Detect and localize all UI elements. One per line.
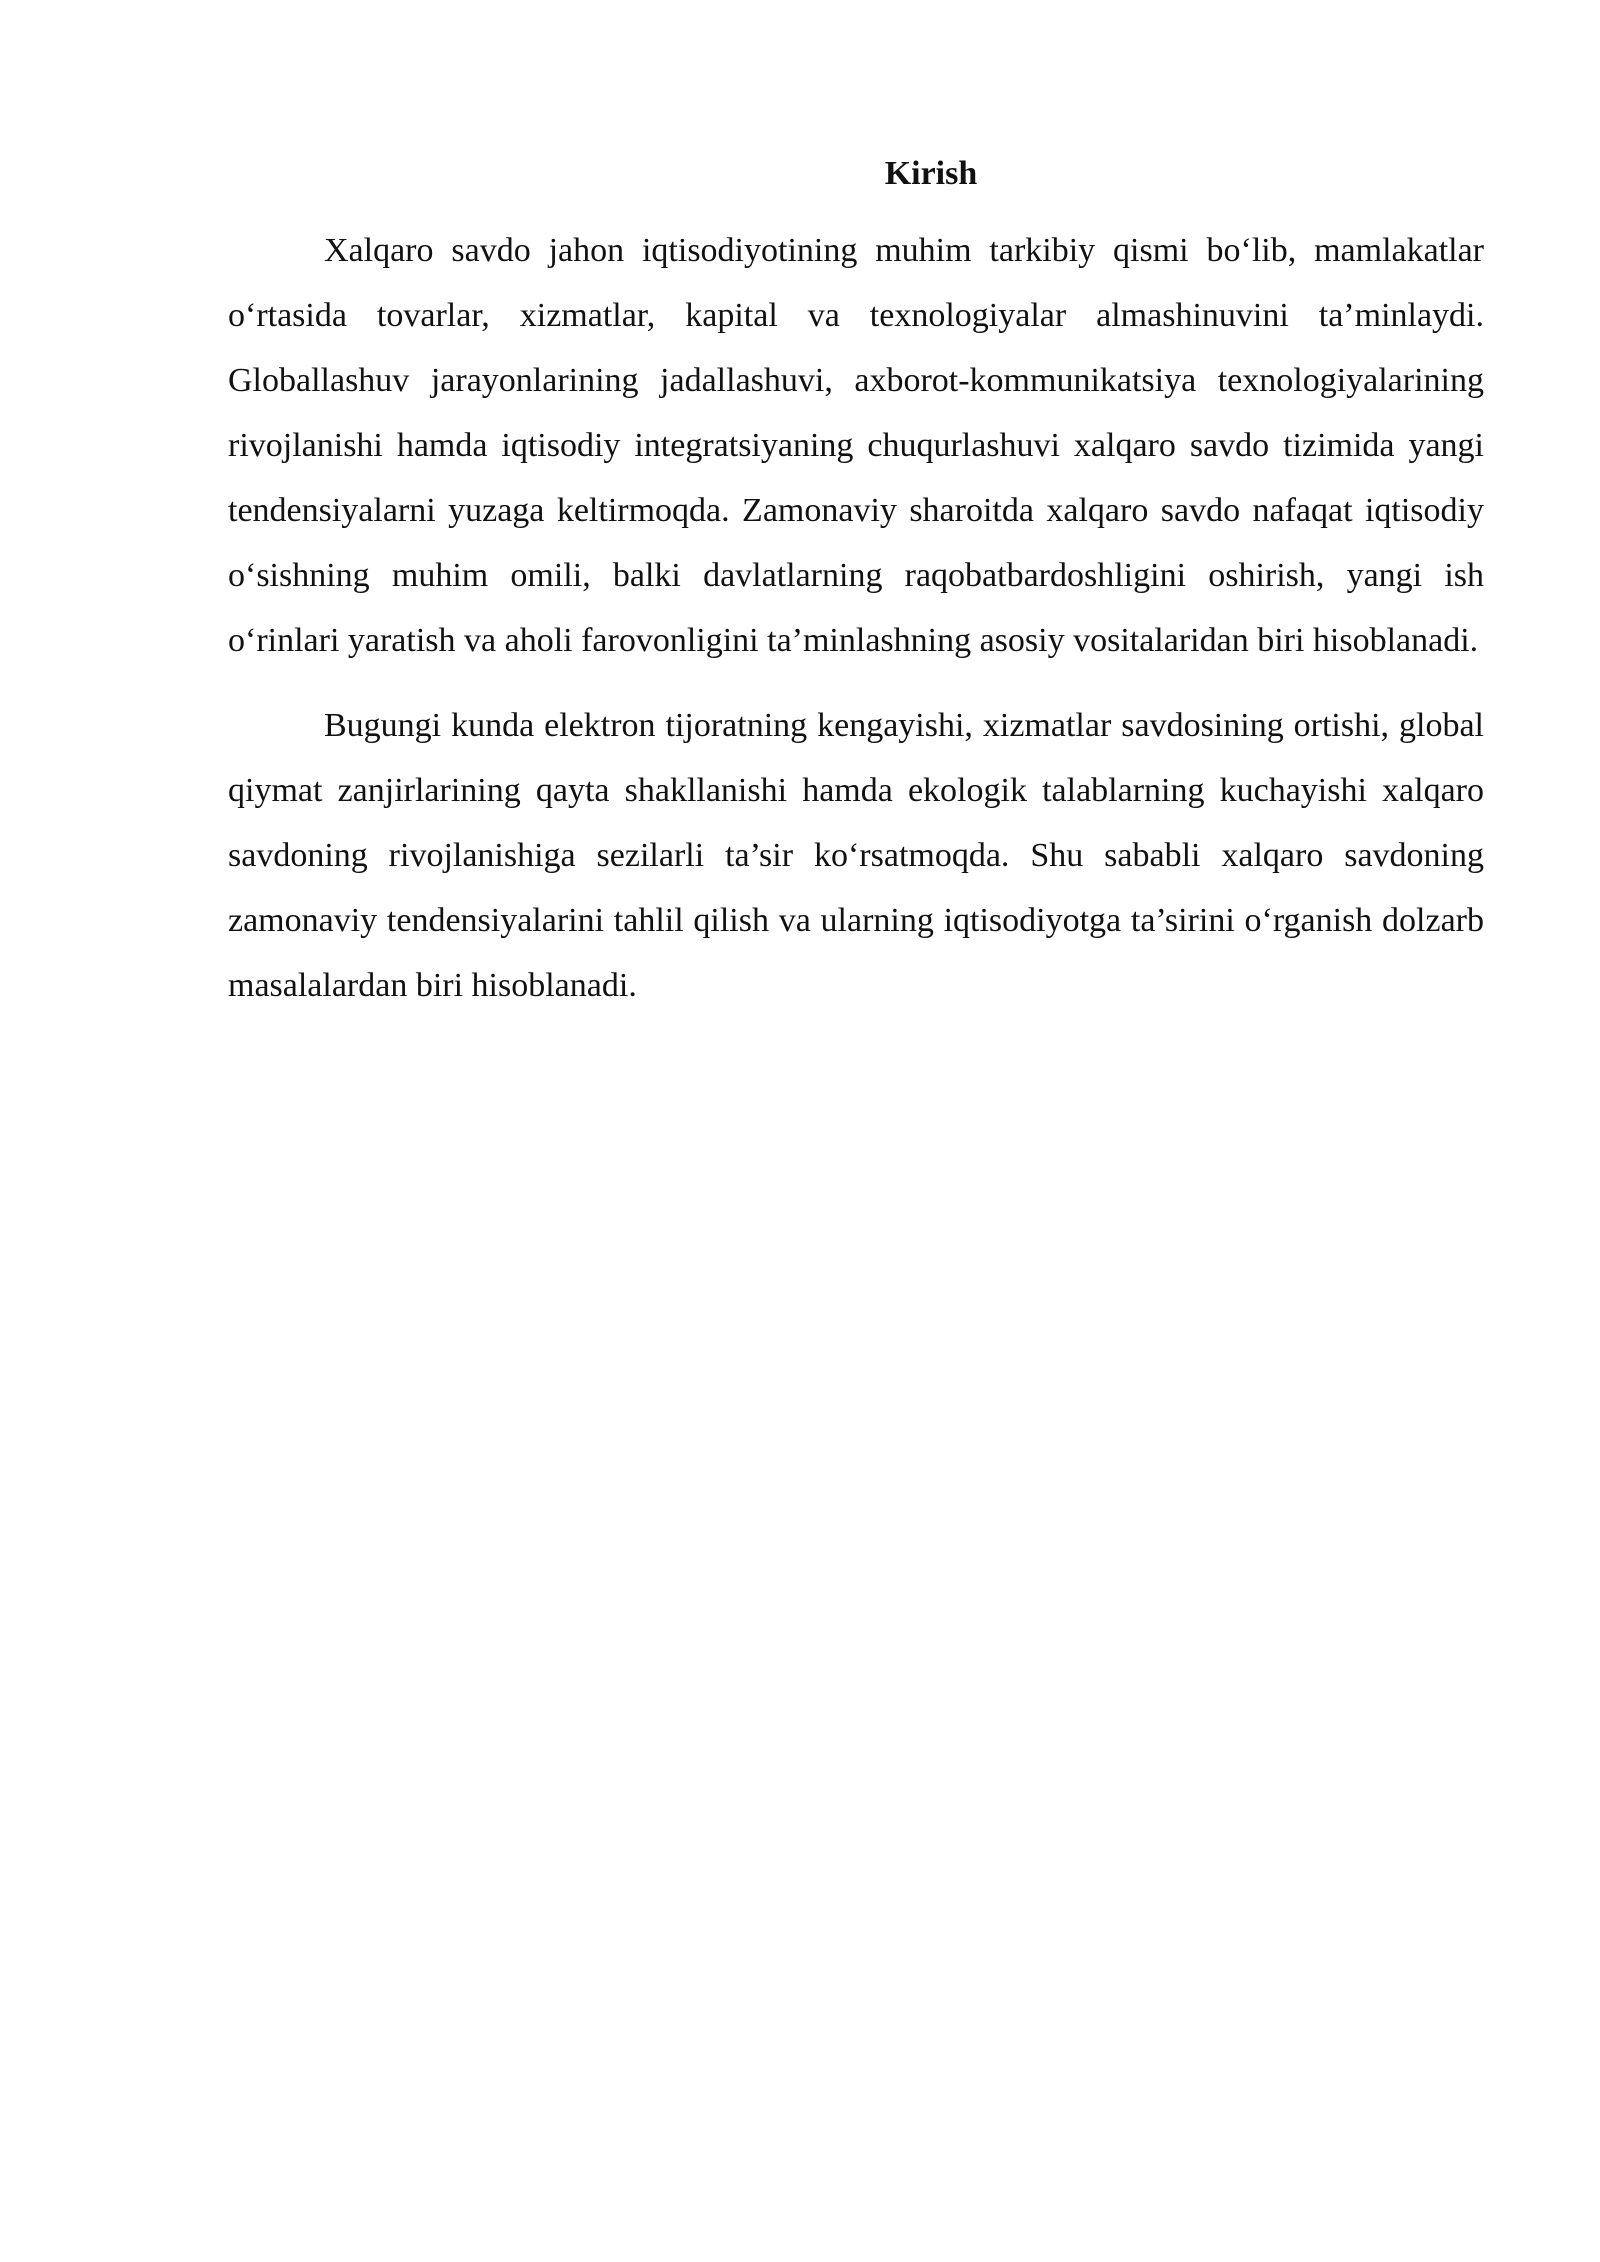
- document-body: [228, 150, 1484, 1038]
- page-title: Kirish: [884, 155, 978, 192]
- paragraph-2: Bugungi kunda elektron tijoratning kengayishi, xizmatlar savdosining ortishi, global qiymat zanjirlarining qayta shakllanishi hamda ekologik talablarning kuchayishi xalqaro savdoning rivojlanishiga sezilarli ta’sir ko‘rsatmoqda. Shu sababli xalqaro savdoning zamonaviy tendensiyalarini tahlil qilish va ularning iqtisodiyotga ta’sirini o‘rganish dolzarb masalalardan biri hisoblanadi.: [228, 707, 1484, 1004]
- paragraph-1: Xalqaro savdo jahon iqtisodiyotining muhim tarkibiy qismi bo‘lib, mamlakatlar o‘rtasida tovarlar, xizmatlar, kapital va texnologiyalar almashinuvini ta’minlaydi. Globallashuv jarayonlarining jadallashuvi, axborot-kommunikatsiya texnologiyalarining rivojlanishi hamda iqtisodiy integratsiyaning chuqurlashuvi xalqaro savdo tizimida yangi tendensiyalarni yuzaga keltirmoqda. Zamonaviy sharoitda xalqaro savdo nafaqat iqtisodiy o‘sishning muhim omili, balki davlatlarning raqobatbardoshligini oshirish, yangi ish o‘rinlari yaratish va aholi farovonligini ta’minlashning asosiy vositalaridan biri hisoblanadi.: [228, 232, 1484, 659]
